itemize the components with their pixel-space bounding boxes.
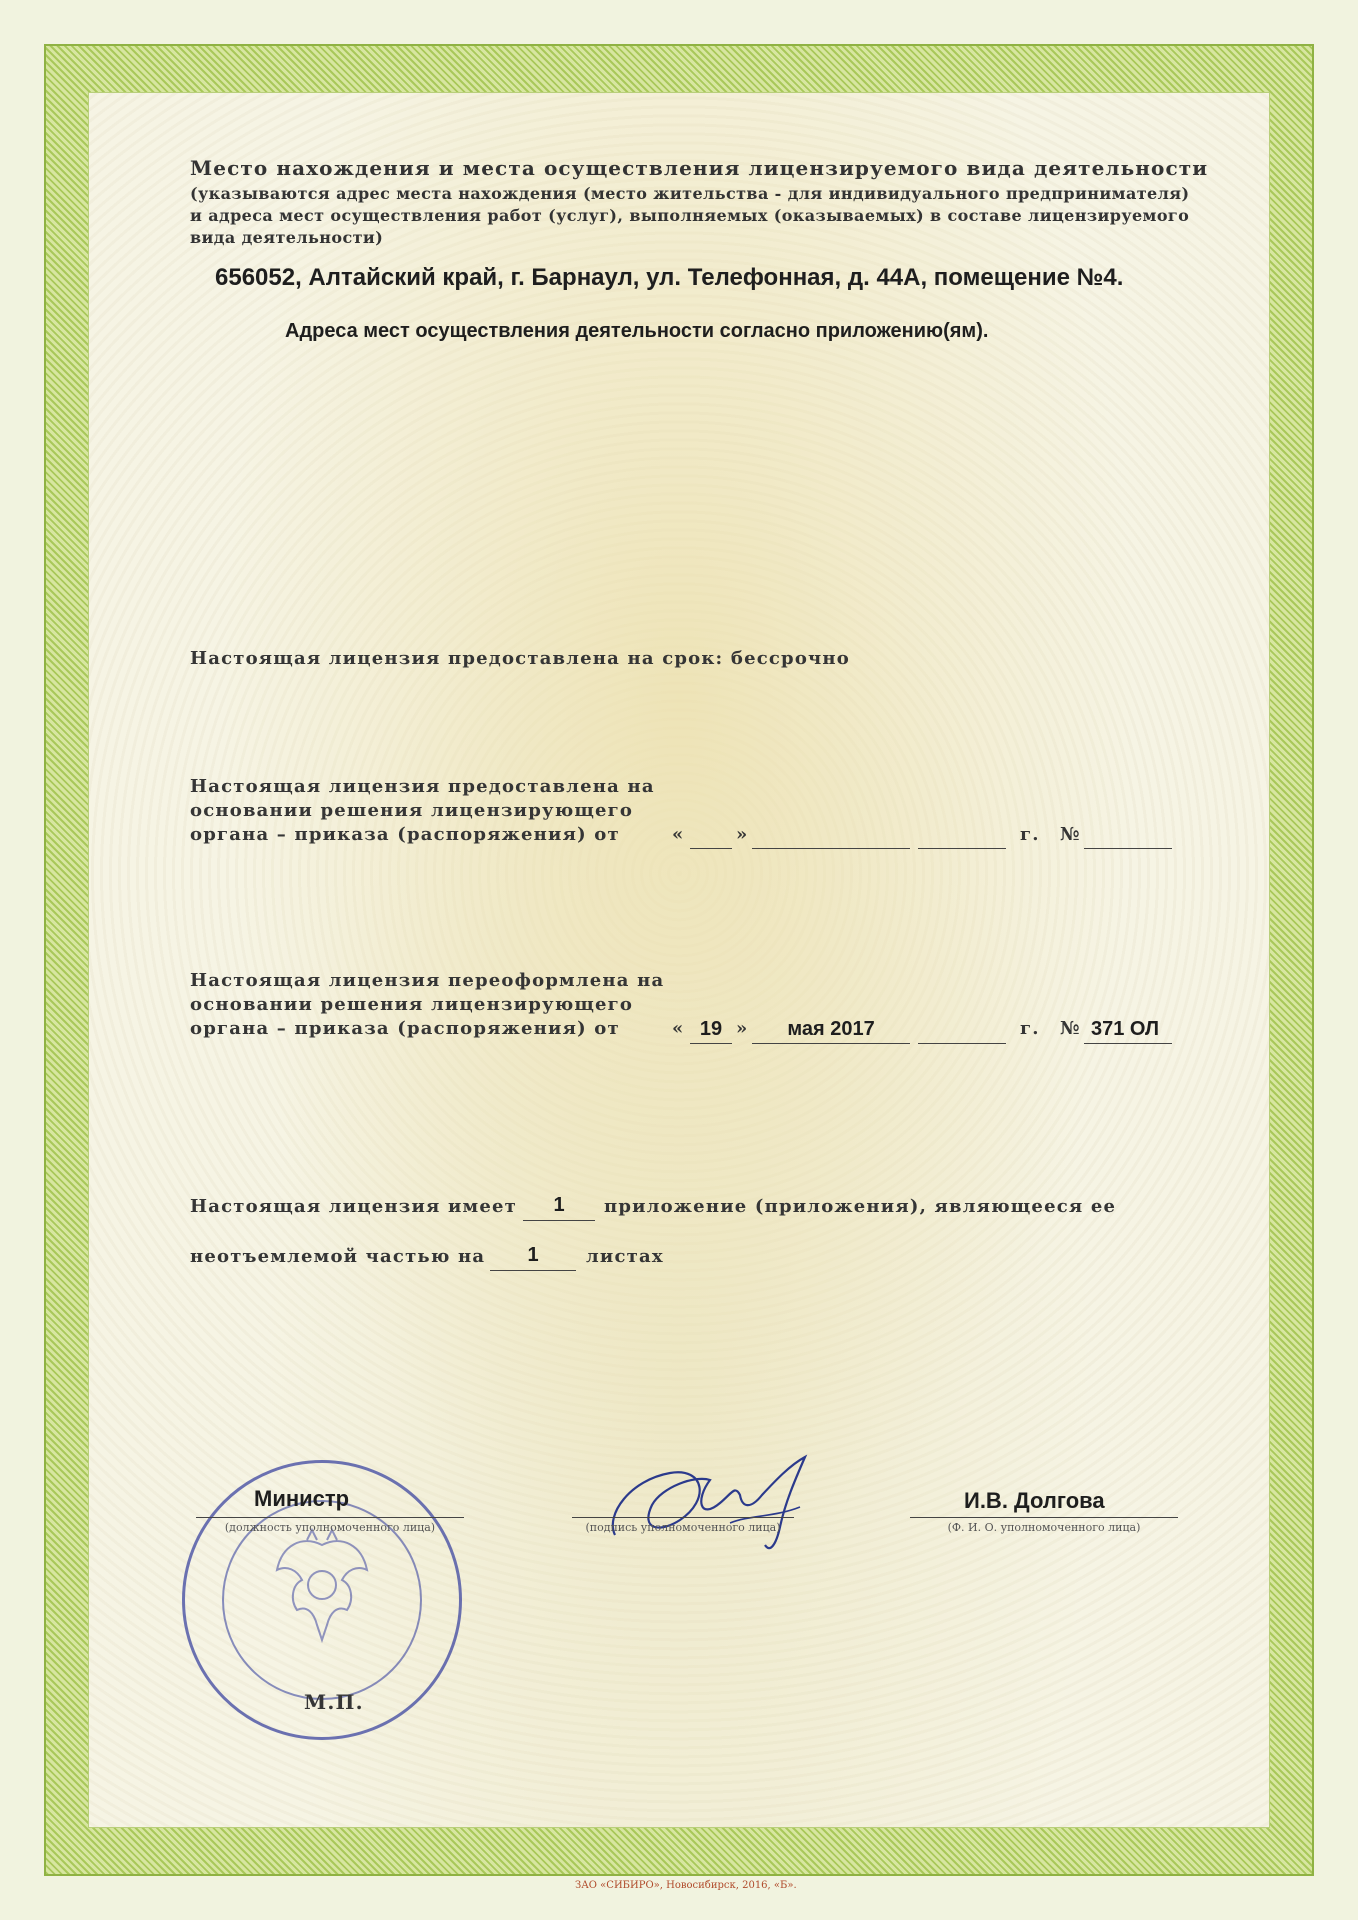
appendix-text-2: приложение (приложения), являющееся ее (604, 1196, 1117, 1217)
grant-month-line (752, 848, 910, 849)
address-note: Адреса мест осуществления деятельности согласно приложению(ям). (285, 320, 989, 342)
section-note-line-1: (указываются адрес места нахождения (место жительства - для индивидуального предпринимателя) (190, 184, 1190, 203)
position-line (196, 1517, 464, 1518)
grant-line-3: органа – приказа (распоряжения) от (190, 824, 620, 845)
grant-line-1: Настоящая лицензия предоставлена на (190, 776, 655, 797)
appendix-sheets: 1 (527, 1244, 539, 1266)
grant-year-line (918, 848, 1006, 849)
reissue-line-3: органа – приказа (распоряжения) от (190, 1018, 620, 1039)
reissue-line-1: Настоящая лицензия переоформлена на (190, 970, 665, 991)
reissue-quote-open: « (672, 1018, 685, 1039)
signer-name: И.В. Долгова (964, 1488, 1105, 1513)
signature-line (572, 1517, 794, 1518)
reissue-day-line (690, 1043, 732, 1044)
appendix-sheets-line (490, 1270, 576, 1271)
reissue-number-line (1084, 1043, 1172, 1044)
section-title: Место нахождения и места осуществления лицензируемого вида деятельности (190, 156, 1209, 180)
grant-line-2: основании решения лицензирующего (190, 800, 634, 821)
appendix-text-4: листах (586, 1246, 664, 1267)
grant-quote-close: » (736, 824, 749, 845)
grant-number-sign: № (1060, 824, 1081, 845)
appendix-count: 1 (553, 1194, 565, 1216)
grant-number-line (1084, 848, 1172, 849)
reissue-line-2: основании решения лицензирующего (190, 994, 634, 1015)
reissue-number-sign: № (1060, 1018, 1081, 1039)
coat-of-arms-icon (262, 1525, 382, 1655)
license-address: 656052, Алтайский край, г. Барнаул, ул. Телефонная, д. 44А, помещение №4. (215, 264, 1124, 291)
reissue-month-year: мая 2017 (787, 1018, 875, 1040)
seal-place-mark: М.П. (304, 1690, 364, 1714)
reissue-number: 371 ОЛ (1090, 1018, 1160, 1040)
section-note-line-3: вида деятельности) (190, 228, 384, 247)
printer-footer: ЗАО «СИБИРО», Новосибирск, 2016, «Б». (575, 1880, 797, 1891)
reissue-year-line (918, 1043, 1006, 1044)
name-caption: (Ф. И. О. уполномоченного лица) (947, 1521, 1141, 1534)
name-line (910, 1517, 1178, 1518)
signer-position: Министр (254, 1486, 350, 1511)
appendix-count-line (523, 1220, 595, 1221)
reissue-day: 19 (699, 1018, 723, 1040)
reissue-month-line (752, 1043, 910, 1044)
position-caption: (должность уполномоченного лица) (224, 1521, 436, 1534)
reissue-quote-close: » (736, 1018, 749, 1039)
signature-caption: (подпись уполномоченного лица) (585, 1521, 781, 1534)
grant-day-line (690, 848, 732, 849)
license-term: Настоящая лицензия предоставлена на срок: бессрочно (190, 648, 850, 669)
reissue-year-suffix: г. (1020, 1018, 1040, 1039)
signature-image (600, 1445, 850, 1565)
appendix-text-1: Настоящая лицензия имеет (190, 1196, 518, 1217)
grant-year-suffix: г. (1020, 824, 1040, 845)
section-note-line-2: и адреса мест осуществления работ (услуг), выполняемых (оказываемых) в составе лицензируемого (190, 206, 1190, 225)
appendix-text-3: неотъемлемой частью на (190, 1246, 486, 1267)
grant-quote-open: « (672, 824, 685, 845)
